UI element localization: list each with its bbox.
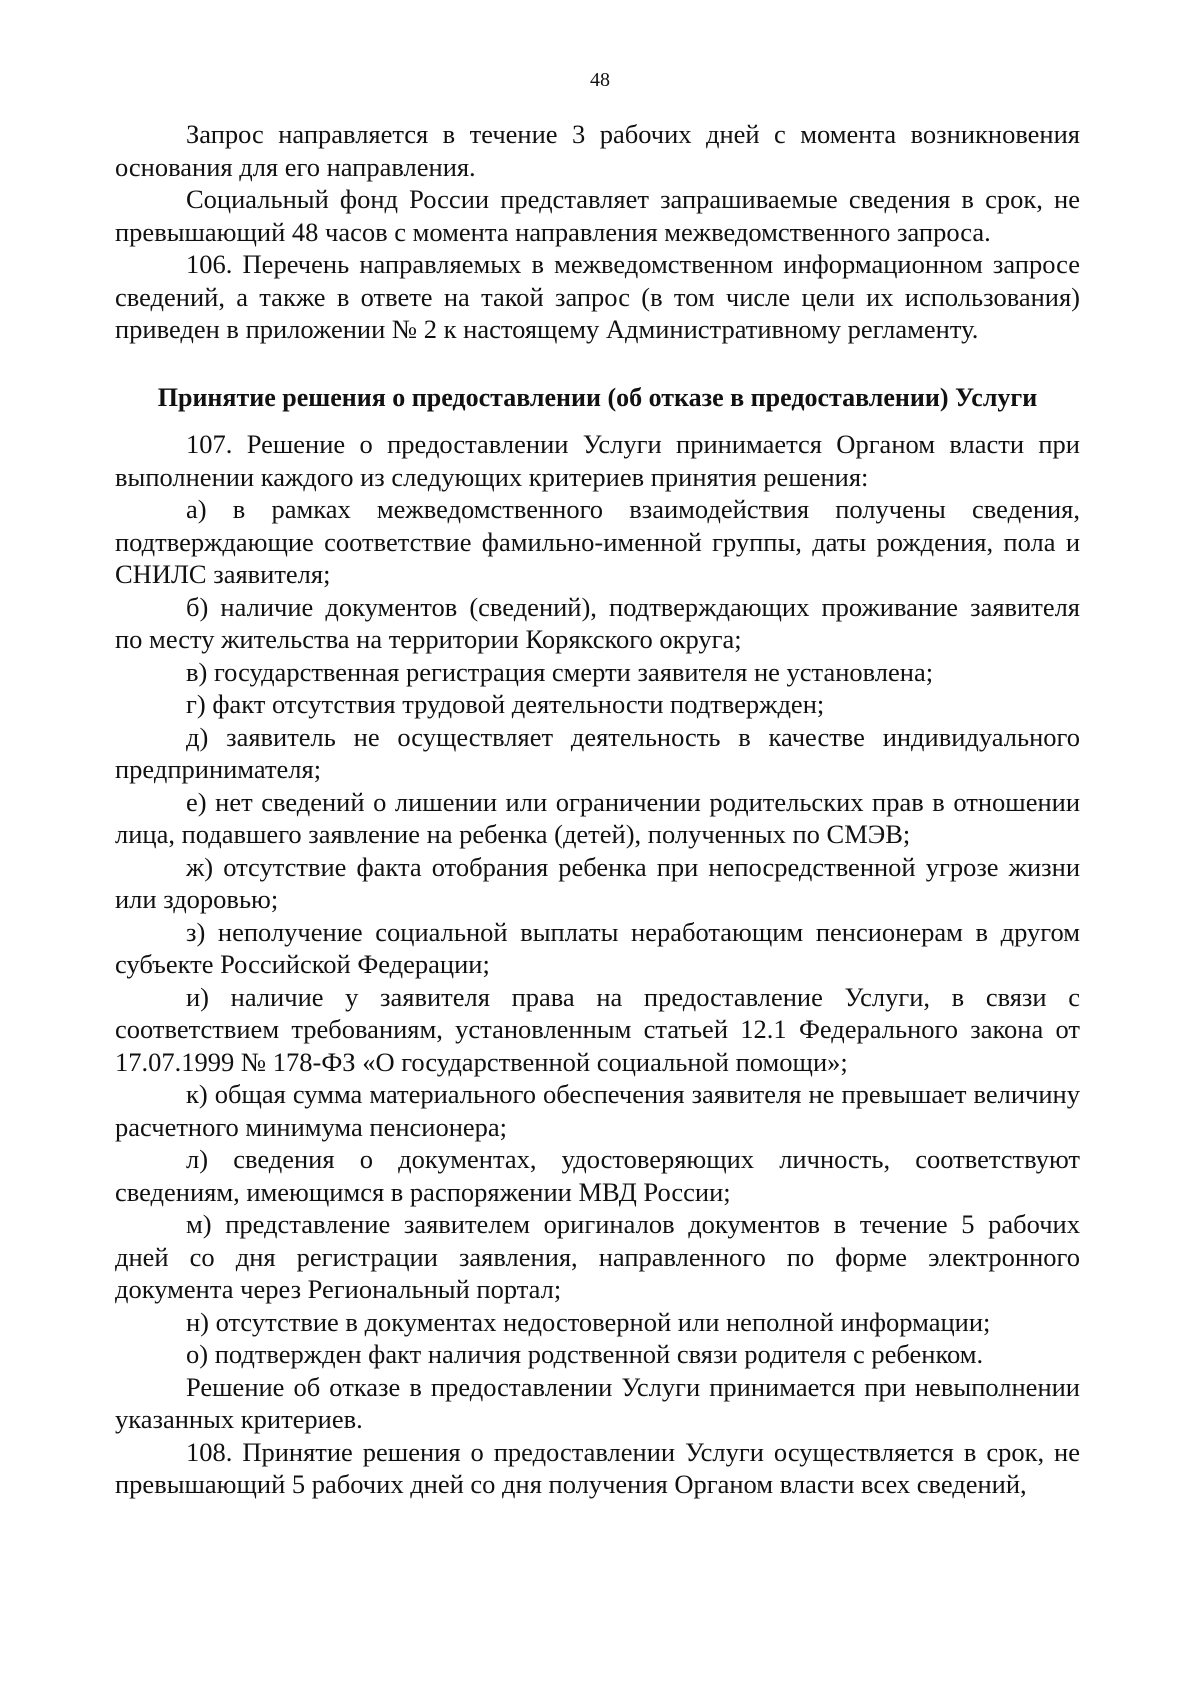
criterion-i: и) наличие у заявителя права на предоставление Услуги, в связи с соответствием требованиям, установленным статьей 12.1 Федерального закона от 17.07.1999 № 178-ФЗ «О государственной социальной помощи»; xyxy=(115,981,1080,1077)
paragraph-108: 108. Принятие решения о предоставлении Услуги осуществляется в срок, не превышающий 5 рабочих дней со дня получения Органом власти всех сведений, xyxy=(115,1436,1080,1499)
criterion-l: л) сведения о документах, удостоверяющих личность, соответствуют сведениям, имеющимся в распоряжении МВД России; xyxy=(115,1144,1080,1207)
criterion-g: г) факт отсутствия трудовой деятельности подтвержден; xyxy=(186,689,825,719)
criterion-m: м) представление заявителем оригиналов документов в течение 5 рабочих дней со дня регистрации заявления, направленного по форме электронного документа через Региональный портал; xyxy=(115,1209,1080,1304)
criterion-o: о) подтвержден факт наличия родственной связи родителя с ребенком. xyxy=(186,1339,984,1369)
criterion-k: к) общая сумма материального обеспечения заявителя не превышает величину расчетного минимума пенсионера; xyxy=(115,1079,1080,1142)
paragraph-social-fund: Социальный фонд России представляет запрашиваемые сведения в срок, не превышающий 48 часов с момента направления межведомственного запроса. xyxy=(115,184,1080,247)
criterion-a: а) в рамках межведомственного взаимодействия получены сведения, подтверждающие соответствие фамильно-именной группы, даты рождения, пола и СНИЛС заявителя; xyxy=(115,494,1080,589)
page-number: 48 xyxy=(590,69,610,91)
criterion-b: б) наличие документов (сведений), подтверждающих проживание заявителя по месту жительства на территории Корякского округа; xyxy=(115,591,1080,654)
criterion-n: н) отсутствие в документах недостоверной или неполной информации; xyxy=(186,1306,991,1337)
criterion-v: в) государственная регистрация смерти заявителя не установлена; xyxy=(186,656,934,687)
criterion-z: з) неполучение социальной выплаты неработающим пенсионерам в другом субъекте Российской Федерации; xyxy=(115,916,1080,979)
paragraph-107: 107. Решение о предоставлении Услуги принимается Органом власти при выполнении каждого из следующих критериев принятия решения: xyxy=(115,429,1080,492)
section-heading: Принятие решения о предоставлении (об отказе в предоставлении) Услуги xyxy=(157,382,1038,412)
criterion-d: д) заявитель не осуществляет деятельность в качестве индивидуального предпринимателя; xyxy=(115,721,1080,784)
criterion-zh: ж) отсутствие факта отобрания ребенка при непосредственной угрозе жизни или здоровью; xyxy=(115,851,1080,914)
paragraph-request-deadline: Запрос направляется в течение 3 рабочих дней с момента возникновения основания для его направления. xyxy=(115,119,1080,182)
document-body xyxy=(115,118,1080,1501)
paragraph-106: 106. Перечень направляемых в межведомственном информационном запросе сведений, а также в ответе на такой запрос (в том числе цели их использования) приведен в приложении № 2 к настоящему Административному регламенту. xyxy=(115,249,1080,344)
criterion-e: е) нет сведений о лишении или ограничении родительских прав в отношении лица, подавшего заявление на ребенка (детей), полученных по СМЭВ; xyxy=(115,786,1080,849)
paragraph-refusal: Решение об отказе в предоставлении Услуги принимается при невыполнении указанных критериев. xyxy=(115,1371,1080,1434)
